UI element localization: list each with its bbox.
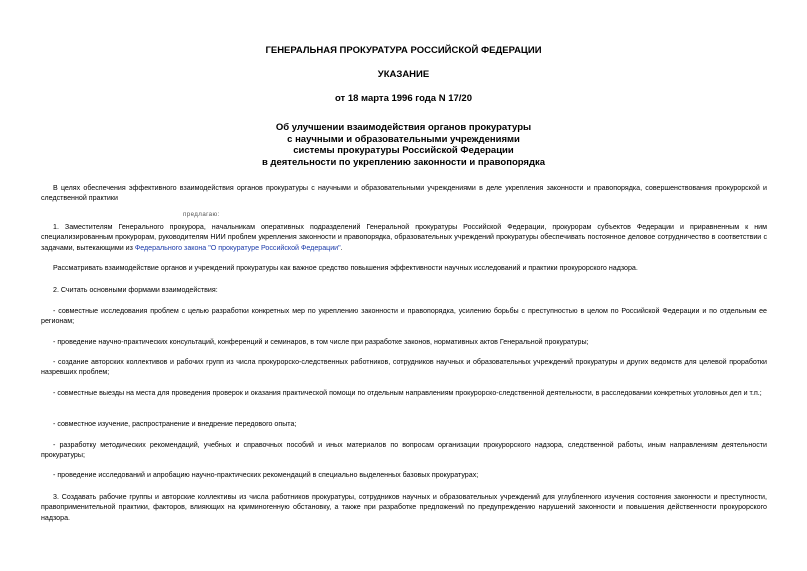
- item-3-paragraph: 3. Создавать рабочие группы и авторские коллективы из числа работников прокуратуры, сотрудников научных и образовательных учреждений для углубленного изучения состояния законности и преступности, правоприменительной практики, факторов, влияющих на криминогенную обстановку, а также при разработке предложений по предупреждению нарушений законности и повышения действенности прокурорского надзора.: [41, 493, 767, 522]
- org-heading: ГЕНЕРАЛЬНАЯ ПРОКУРАТУРА РОССИЙСКОЙ ФЕДЕРАЦИИ: [265, 45, 542, 56]
- item-1-text: 1. Заместителям Генерального прокурора, начальникам оперативных подразделений Генеральной прокуратуры Российской Федерации, прокурорам субъектов Федерации и приравненным к ним специализированным прокурорам, руководителям НИИ проблем укрепления законности и правопорядка, образовательных учреждений прокуратуры обеспечивать постоянное деловое сотрудничество в соответствии с задачами, вытекающими из: [41, 223, 767, 252]
- form-item: - совместные исследования проблем с целью разработки конкретных мер по укреплению законности и правопорядка, усилению борьбы с преступностью в целом по Российской Федерации и по отдельным ее регионам;: [41, 307, 767, 326]
- form-item: - проведение исследований и апробацию научно-практических рекомендаций в специально выделенных базовых прокуратурах;: [53, 471, 479, 479]
- item-1-end: .: [340, 243, 343, 252]
- form-item: - проведение научно-практических консультаций, конференций и семинаров, в том числе при разработке законов, нормативных актов Генеральной прокуратуры;: [53, 338, 589, 346]
- consider-paragraph: Рассматривать взаимодействие органов и учреждений прокуратуры как важное средство повышения эффективности научных исследований и практики прокурорского надзора.: [53, 264, 638, 272]
- item-1-paragraph: [41, 222, 767, 253]
- item-2-paragraph: 2. Считать основными формами взаимодействия:: [53, 286, 218, 294]
- title-line: с научными и образовательными учреждениями: [287, 133, 520, 145]
- title-line: системы прокуратуры Российской Федерации: [293, 145, 514, 156]
- title-line: в деятельности по укреплению законности и правопорядка: [261, 156, 546, 168]
- federal-law-link[interactable]: Федерального закона "О прокуратуре Российской Федерации": [134, 243, 341, 252]
- document-title: [0, 122, 807, 168]
- doc-type-heading: УКАЗАНИЕ: [377, 69, 430, 80]
- form-item: - создание авторских коллективов и рабочих групп из числа прокурорско-следственных работников, сотрудников научных и образовательных учреждений прокуратуры и других ведомств для целевой проработки назревших проблем;: [41, 358, 767, 377]
- predlagayu-note: предлагаю:: [183, 211, 220, 218]
- title-line: Об улучшении взаимодействия органов прокуратуры: [275, 122, 532, 133]
- form-item: - разработку методических рекомендаций, учебных и справочных пособий и иных материалов по вопросам организации прокурорского надзора, следственной работы, иным направлениям деятельности прокуратуры;: [41, 441, 767, 460]
- date-line: от 18 марта 1996 года N 17/20: [334, 93, 472, 104]
- form-item: - совместное изучение, распространение и внедрение передового опыта;: [53, 420, 297, 428]
- intro-paragraph: В целях обеспечения эффективного взаимодействия органов прокуратуры с научными и образовательными учреждениями в деле укрепления законности и правопорядка, совершенствования прокурорской и следственной практики: [41, 184, 767, 203]
- form-item: - совместные выезды на места для проведения проверок и оказания практической помощи по отдельным направлениям прокурорско-следственной деятельности, в расследовании конкретных уголовных дел и т.п.;: [53, 389, 762, 397]
